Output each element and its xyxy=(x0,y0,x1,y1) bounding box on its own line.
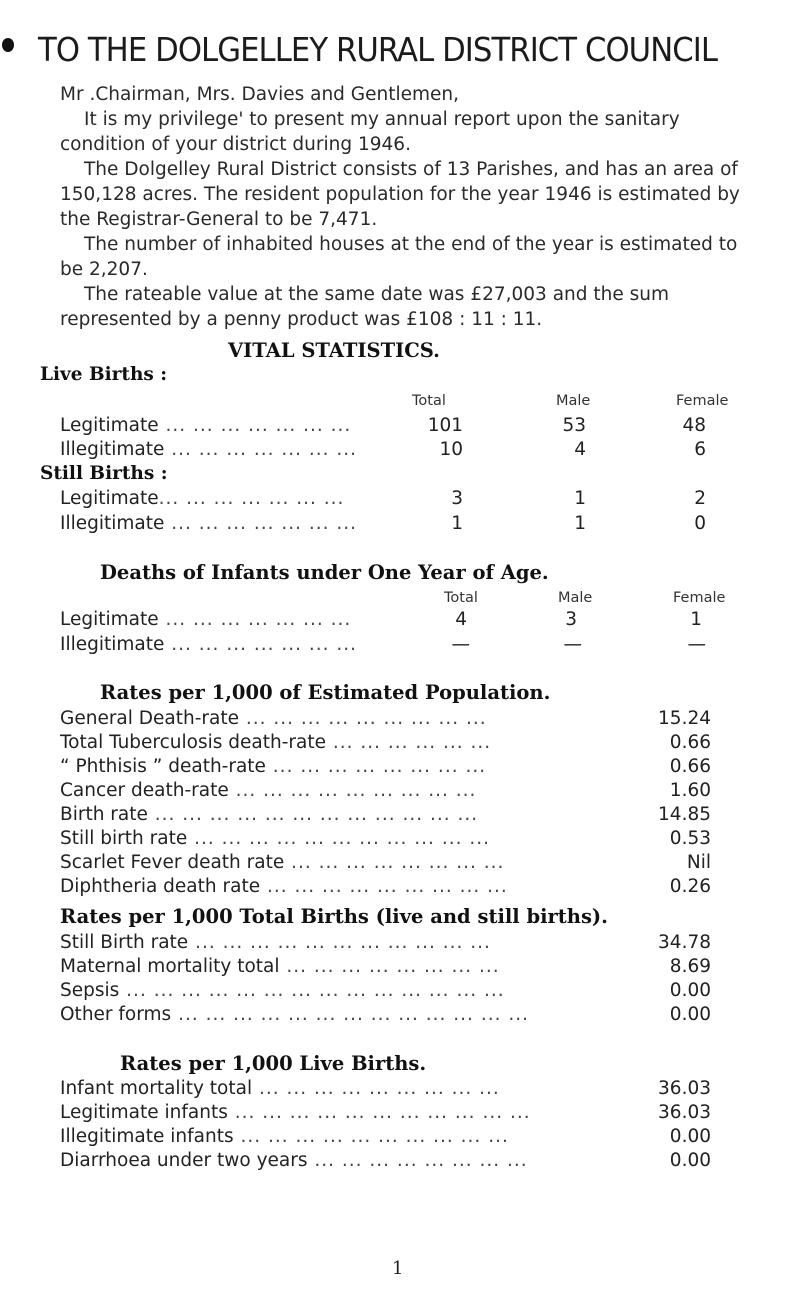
rates-live-births-title: Rates per 1,000 Live Births. xyxy=(120,1052,427,1075)
table-cell-male: — xyxy=(563,634,582,655)
rate-row-label: Legitimate infants ... ... ... ... ... ... ... ... ... ... ... xyxy=(60,1102,531,1123)
table-cell-male: 1 xyxy=(574,513,586,534)
table-cell-total: 1 xyxy=(451,513,463,534)
rate-row-value: 0.00 xyxy=(669,1126,711,1147)
page-number: 1 xyxy=(392,1258,404,1279)
table-cell-female: 48 xyxy=(682,415,706,436)
rate-row-value: 8.69 xyxy=(669,956,711,977)
rate-row-value: 0.00 xyxy=(669,980,711,1001)
table-row-label: Legitimate ... ... ... ... ... ... ... xyxy=(60,609,352,630)
intro-paragraph-1: It is my privilege' to present my annual report upon the sanitary condition of your district during 1946. xyxy=(60,109,680,155)
table-cell-male: 3 xyxy=(565,609,577,630)
rate-row-value: 0.00 xyxy=(669,1004,711,1025)
intro-paragraph-2: The Dolgelley Rural District consists of 13 Parishes, and has an area of 150,128 acres. The resident population for the year 1946 is estimated by the Registrar-General to be 7,471. xyxy=(60,159,740,230)
salutation: Mr .Chairman, Mrs. Davies and Gentlemen, xyxy=(60,84,460,105)
rate-row-label: Illegitimate infants ... ... ... ... ... ... ... ... ... ... xyxy=(60,1126,509,1147)
rate-row-label: Scarlet Fever death rate ... ... ... ... ... ... ... ... xyxy=(60,852,505,873)
rate-row-value: 15.24 xyxy=(658,708,711,729)
intro-text xyxy=(60,82,765,332)
header-total: Total xyxy=(412,393,446,409)
rate-row-label: Birth rate ... ... ... ... ... ... ... ... ... ... ... ... xyxy=(60,804,479,825)
header-male: Male xyxy=(556,393,591,409)
table-cell-total: 10 xyxy=(439,439,463,460)
vital-statistics-title: VITAL STATISTICS. xyxy=(228,339,440,362)
table-row-label: Legitimate ... ... ... ... ... ... ... xyxy=(60,415,352,436)
header-female: Female xyxy=(676,393,729,409)
rates-total-births-title: Rates per 1,000 Total Births (live and still births). xyxy=(60,905,608,928)
table-cell-total: 3 xyxy=(451,488,463,509)
table-row-label: Legitimate... ... ... ... ... ... ... xyxy=(60,488,345,509)
rate-row-label: “ Phthisis ” death-rate ... ... ... ... ... ... ... ... xyxy=(60,756,487,777)
rate-row-label: Diphtheria death rate ... ... ... ... ... ... ... ... ... xyxy=(60,876,508,897)
header-total: Total xyxy=(444,590,478,606)
table-cell-total: 101 xyxy=(427,415,463,436)
rate-row-value: 0.26 xyxy=(669,876,711,897)
rate-row-value: 0.00 xyxy=(669,1150,711,1171)
rates-population-title: Rates per 1,000 of Estimated Population. xyxy=(100,681,551,704)
table-cell-male: 4 xyxy=(574,439,586,460)
rate-row-label: Still birth rate ... ... ... ... ... ... ... ... ... ... ... xyxy=(60,828,490,849)
intro-paragraph-4: The rateable value at the same date was £27,003 and the sum represented by a penny product was £108 : 11 : 11. xyxy=(60,284,670,330)
rate-row-label: Cancer death-rate ... ... ... ... ... ... ... ... ... xyxy=(60,780,477,801)
live-births-label: Live Births : xyxy=(40,364,168,385)
still-births-label: Still Births : xyxy=(40,463,168,484)
table-cell-total: 4 xyxy=(455,609,467,630)
table-cell-male: 1 xyxy=(574,488,586,509)
table-cell-female: 6 xyxy=(694,439,706,460)
rate-row-value: 0.66 xyxy=(669,732,711,753)
table-cell-female: — xyxy=(687,634,706,655)
punch-hole-mark xyxy=(2,38,14,52)
table-row-label: Illegitimate ... ... ... ... ... ... ... xyxy=(60,634,358,655)
rate-row-value: 36.03 xyxy=(658,1102,711,1123)
rate-row-value: 14.85 xyxy=(658,804,711,825)
rate-row-label: Other forms ... ... ... ... ... ... ... ... ... ... ... ... ... xyxy=(60,1004,529,1025)
rate-row-label: Still Birth rate ... ... ... ... ... ... ... ... ... ... ... xyxy=(60,932,491,953)
table-row-label: Illegitimate ... ... ... ... ... ... ... xyxy=(60,439,358,460)
table-cell-male: 53 xyxy=(562,415,586,436)
rate-row-value: 0.53 xyxy=(669,828,711,849)
rate-row-value: 0.66 xyxy=(669,756,711,777)
infant-deaths-title: Deaths of Infants under One Year of Age. xyxy=(100,561,549,584)
rate-row-label: Sepsis ... ... ... ... ... ... ... ... ... ... ... ... ... ... xyxy=(60,980,505,1001)
rate-row-label: Total Tuberculosis death-rate ... ... ... ... ... ... xyxy=(60,732,492,753)
rate-row-label: Maternal mortality total ... ... ... ... ... ... ... ... xyxy=(60,956,500,977)
rate-row-label: Infant mortality total ... ... ... ... ... ... ... ... ... xyxy=(60,1078,500,1099)
table-cell-female: 1 xyxy=(690,609,702,630)
table-cell-female: 2 xyxy=(694,488,706,509)
rate-row-value: 1.60 xyxy=(669,780,711,801)
rate-row-value: Nil xyxy=(686,852,711,873)
table-row-label: Illegitimate ... ... ... ... ... ... ... xyxy=(60,513,358,534)
rate-row-value: 34.78 xyxy=(658,932,711,953)
page-title: TO THE DOLGELLEY RURAL DISTRICT COUNCIL xyxy=(38,30,718,69)
header-female: Female xyxy=(673,590,726,606)
header-male: Male xyxy=(558,590,593,606)
rate-row-label: General Death-rate ... ... ... ... ... ... ... ... ... xyxy=(60,708,487,729)
table-cell-total: — xyxy=(451,634,470,655)
rate-row-label: Diarrhoea under two years ... ... ... ... ... ... ... ... xyxy=(60,1150,528,1171)
table-cell-female: 0 xyxy=(694,513,706,534)
rate-row-value: 36.03 xyxy=(658,1078,711,1099)
intro-paragraph-3: The number of inhabited houses at the end of the year is estimated to be 2,207. xyxy=(60,234,738,280)
